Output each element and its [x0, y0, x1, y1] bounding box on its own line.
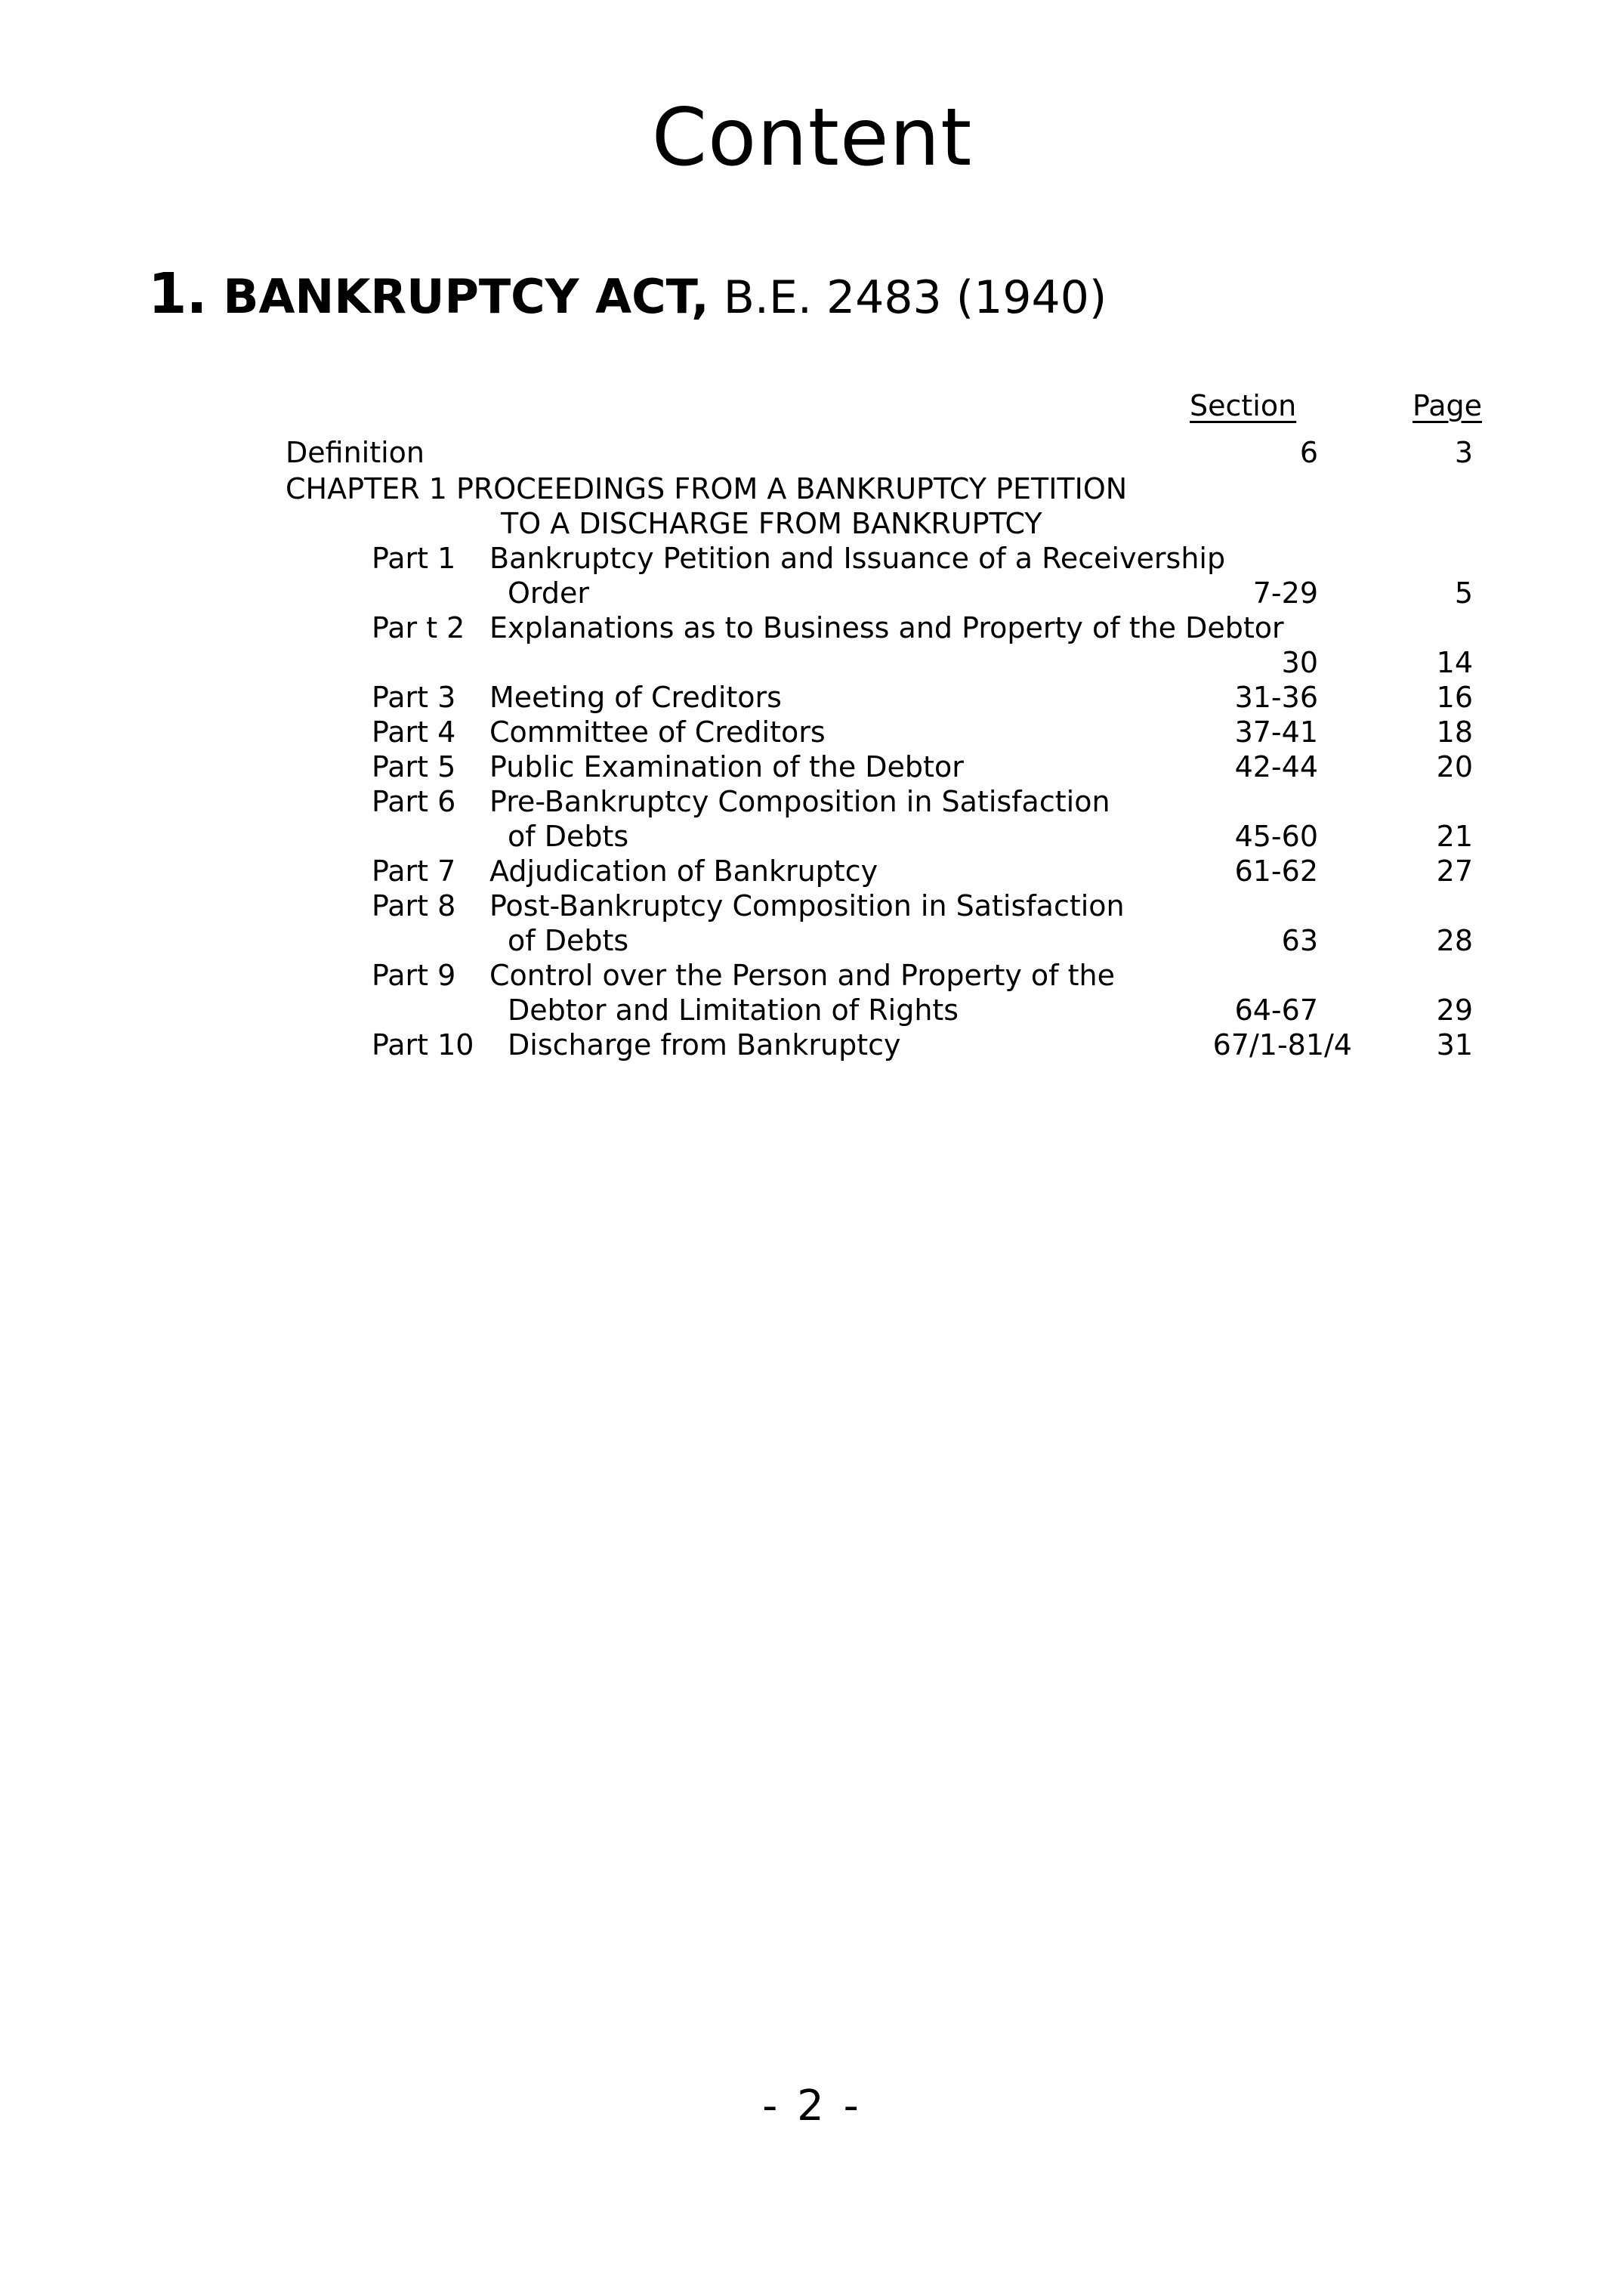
- entry-section: 7-29: [1252, 576, 1318, 610]
- part-title: Public Examination of the Debtor: [489, 750, 964, 783]
- entry-section: 6: [1299, 436, 1318, 469]
- part-title: Adjudication of Bankruptcy: [489, 854, 878, 888]
- table-row: [0, 436, 1624, 471]
- part-title: Control over the Person and Property of the: [489, 959, 1115, 992]
- entry-page: 27: [1436, 854, 1473, 888]
- entry-label: Definition: [286, 436, 425, 469]
- part-title: Pre-Bankruptcy Composition in Satisfaction: [489, 785, 1110, 818]
- table-of-contents: [0, 389, 1624, 1063]
- entry-page: 16: [1436, 681, 1473, 714]
- part-label: Part 8: [372, 889, 456, 922]
- entry-section: 61-62: [1234, 854, 1318, 888]
- entry-section: 31-36: [1234, 681, 1318, 714]
- table-header-row: Section Page: [1190, 389, 1482, 422]
- table-row: [0, 994, 1624, 1028]
- part-title: Committee of Creditors: [489, 715, 826, 749]
- entry-section: 42-44: [1234, 750, 1318, 783]
- chapter-heading-line-2: TO A DISCHARGE FROM BANKRUPTCY: [501, 507, 1042, 540]
- table-row: [0, 785, 1624, 820]
- act-number: 1.: [148, 261, 207, 326]
- entry-page: 28: [1436, 924, 1473, 957]
- part-label: Part 9: [372, 959, 456, 992]
- part-label: Part 7: [372, 854, 456, 888]
- entry-page: 5: [1454, 576, 1473, 610]
- table-row: [0, 507, 1624, 542]
- entry-page: 20: [1436, 750, 1473, 783]
- part-label: Part 10: [372, 1028, 474, 1062]
- entry-section: 45-60: [1234, 820, 1318, 853]
- entry-section: 67/1-81/4: [1212, 1028, 1352, 1062]
- page-title: Content: [651, 91, 973, 184]
- entry-page: 18: [1436, 715, 1473, 749]
- table-row: [0, 472, 1624, 507]
- table-row: [0, 959, 1624, 994]
- chapter-heading-line-1: CHAPTER 1 PROCEEDINGS FROM A BANKRUPTCY PETITION: [286, 472, 1128, 505]
- part-label: Par t 2: [372, 611, 465, 644]
- act-heading: [148, 261, 1107, 326]
- part-title-continuation: of Debts: [508, 924, 629, 957]
- table-row: [0, 854, 1624, 889]
- page-footer: - 2 -: [762, 2081, 862, 2131]
- entry-page: 31: [1436, 1028, 1473, 1062]
- part-title: Discharge from Bankruptcy: [508, 1028, 901, 1062]
- table-row: [0, 542, 1624, 576]
- table-row: [0, 750, 1624, 785]
- entry-page: 29: [1436, 994, 1473, 1027]
- part-title: Bankruptcy Petition and Issuance of a Receivership: [489, 542, 1226, 575]
- act-edition: B.E. 2483 (1940): [709, 271, 1107, 324]
- table-row: [0, 889, 1624, 924]
- entry-page: 21: [1436, 820, 1473, 853]
- table-row: [0, 576, 1624, 611]
- entry-section: 64-67: [1234, 994, 1318, 1027]
- part-title: Post-Bankruptcy Composition in Satisfaction: [489, 889, 1125, 922]
- entry-page: 3: [1454, 436, 1473, 469]
- part-label: Part 6: [372, 785, 456, 818]
- entry-section: 30: [1281, 646, 1318, 679]
- entry-section: 37-41: [1234, 715, 1318, 749]
- table-row: [0, 924, 1624, 959]
- part-title-continuation: Debtor and Limitation of Rights: [508, 994, 959, 1027]
- table-row: [0, 820, 1624, 854]
- part-label: Part 3: [372, 681, 456, 714]
- part-title: Explanations as to Business and Property of the Debtor: [489, 611, 1284, 644]
- part-title-continuation: of Debts: [508, 820, 629, 853]
- part-title-continuation: Order: [508, 576, 589, 610]
- act-name: BANKRUPTCY ACT,: [206, 269, 709, 324]
- table-row: [0, 715, 1624, 750]
- table-row: [0, 1028, 1624, 1063]
- part-title: Meeting of Creditors: [489, 681, 782, 714]
- table-row: [0, 611, 1624, 646]
- part-label: Part 1: [372, 542, 456, 575]
- part-label: Part 5: [372, 750, 456, 783]
- table-row: [0, 681, 1624, 715]
- part-label: Part 4: [372, 715, 456, 749]
- entry-page: 14: [1436, 646, 1473, 679]
- entry-section: 63: [1281, 924, 1318, 957]
- table-row: [0, 646, 1624, 681]
